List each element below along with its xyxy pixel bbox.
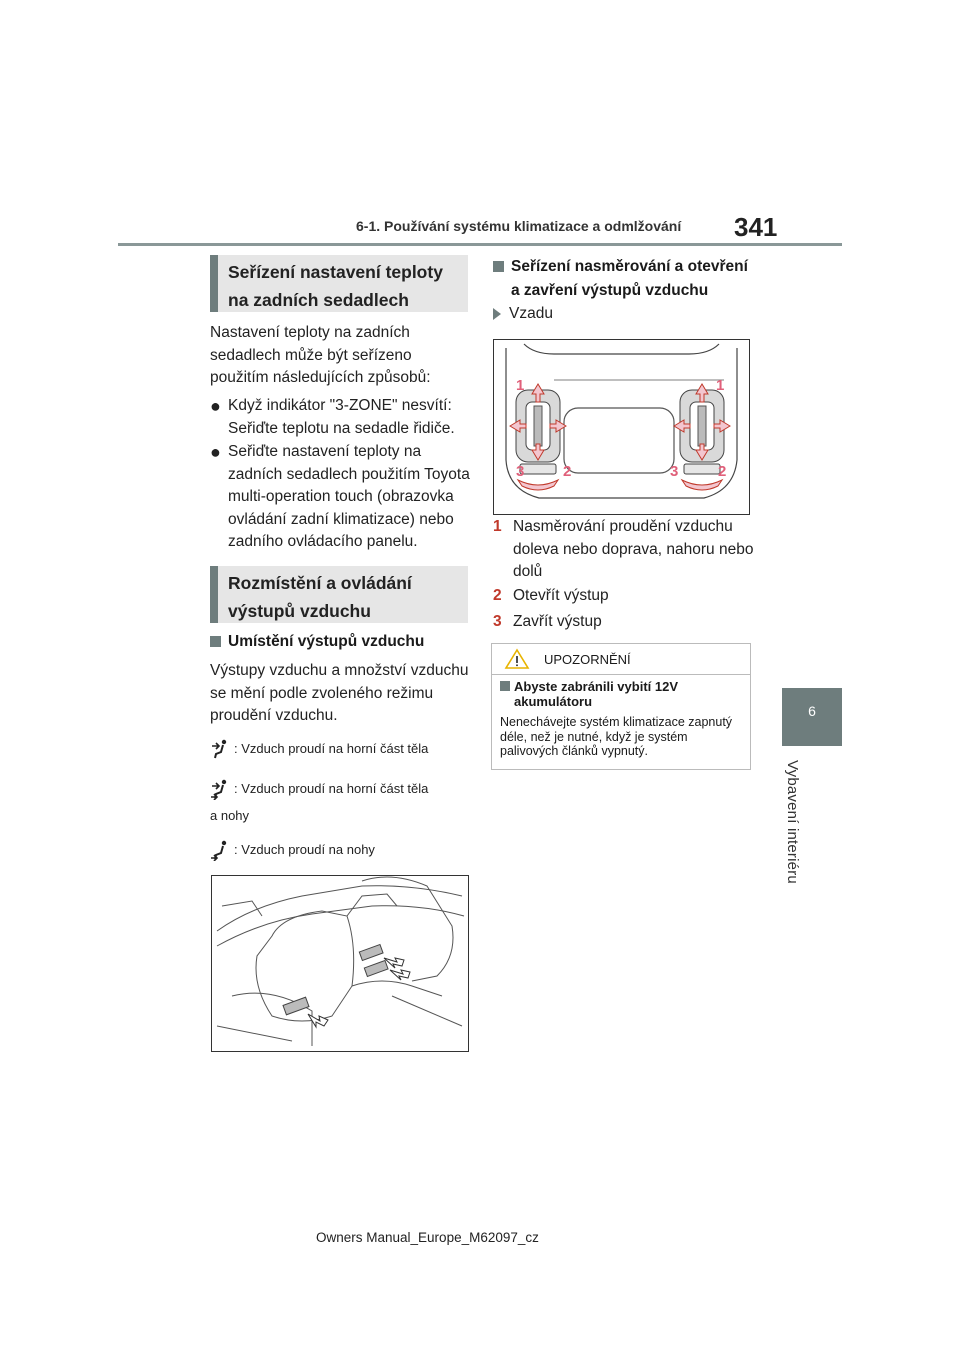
page-number: 341 [734,212,778,242]
caution-header [492,644,750,675]
section-title: 6-1. Používání systému klimatizace a odmlžování [356,218,682,234]
figure-label-3-left: 3 [516,463,525,480]
airflow-mode-row: : Vzduch proudí na nohy [210,839,375,861]
warning-triangle-icon [504,648,530,670]
square-bullet-icon [493,261,504,272]
rear-vents-drawing [494,340,749,514]
caution-box [491,643,751,770]
location-label-row: Vzadu [493,303,553,326]
list-item: 3 Zavřít výstup [493,613,602,630]
vent-location-intro: Výstupy vzduchu a množství vzduchu se mění podle zvoleného režimu proudění vzduchu. [210,662,469,724]
airflow-upper-body-feet-icon [210,778,232,800]
bullet-icon: ● [210,396,221,416]
airflow-mode-row: : Vzduch proudí na horní část těla [210,738,428,760]
list-item [210,441,472,554]
car-interior-drawing [212,876,468,1051]
header-rule [118,243,842,246]
list-item: 2 Otevřít výstup [493,587,609,604]
caution-body: Nenechávejte systém klimatizace zapnutý déle, než je nutné, když je systém palivových článků vypnutý. [500,715,733,758]
airflow-feet-icon [210,839,232,861]
caution-title: UPOZORNĚNÍ [544,651,631,667]
list-item [210,395,472,440]
section-heading-rear-temperature: Seřízení nastavení teploty na zadních sedadlech [210,255,468,312]
airflow-mode-row: : Vzduch proudí na horní část těla [210,778,428,800]
airflow-upper-body-icon [210,738,232,760]
figure-label-1-left: 1 [516,377,525,394]
list-item: 1 Nasměrování proudění vzduchu doleva nebo doprava, nahoru nebo dolů [493,518,754,580]
bullet-icon: ● [210,442,221,462]
section-heading-vent-layout: Rozmístění a ovládání výstupů vzduchu [210,566,468,623]
square-bullet-icon [500,681,510,691]
chapter-number-tab: 6 [782,688,842,746]
bullet-text: Seřiďte nastavení teploty na zadních sedadlech použitím Toyota multi-operation touch (obrazovka ovládání zadní klimatizace) nebo zadního ovládacího panelu. [228,443,470,550]
figure-label-2-right: 2 [718,463,727,480]
triangle-bullet-icon [493,308,501,320]
figure-label-2-left: 2 [563,463,572,480]
figure-label-1-right: 1 [716,377,725,394]
subheading-vent-direction: Seřízení nasměrování a otevření a zavření výstupů vzduchu [493,255,755,303]
caution-heading: Abyste zabránili vybití 12V akumulátoru [492,675,750,709]
rear-vents-illustration [493,339,750,515]
figure-label-3-right: 3 [670,463,679,480]
bullet-text: Když indikátor "3-ZONE" nesvítí: Seřiďte teplotu na sedadle řidiče. [228,397,455,437]
square-bullet-icon [210,636,221,647]
subheading-vent-location: Umístění výstupů vzduchu [210,630,472,654]
footer-manual-id: Owners Manual_Europe_M62097_cz [316,1230,539,1245]
vent-location-illustration [211,875,469,1052]
chapter-label: Vybavení interiéru [784,760,801,884]
airflow-mode-continuation: a nohy [210,808,250,823]
rear-temperature-intro: Nastavení teploty na zadních sedadlech může být seřízeno použitím následujících způsobů: [210,324,431,386]
